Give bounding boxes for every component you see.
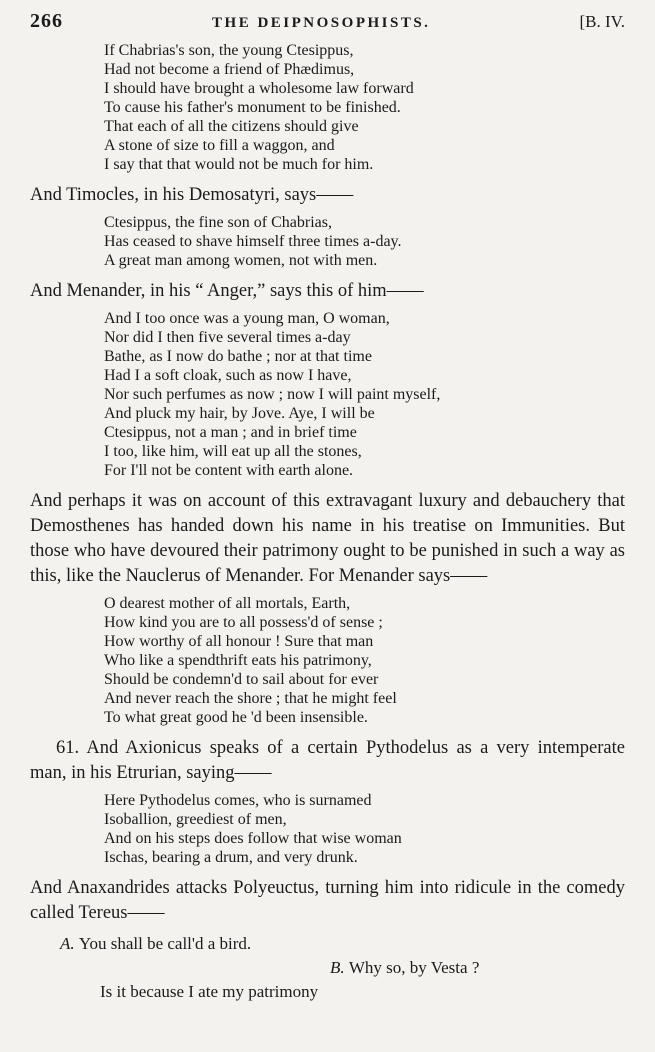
verse-line: And pluck my hair, by Jove. Aye, I will be bbox=[104, 405, 375, 422]
verse-line: If Chabrias's son, the young Ctesippus, bbox=[104, 42, 354, 59]
verse-line: Ctesippus, the fine son of Chabrias, bbox=[104, 214, 332, 231]
verse-line: I too, like him, will eat up all the stones, bbox=[104, 443, 362, 460]
verse-block bbox=[104, 791, 625, 867]
dialog-line: A. You shall be call'd a bird. bbox=[60, 934, 252, 953]
page-header bbox=[30, 10, 625, 33]
book-reference: [B. IV. bbox=[579, 12, 625, 31]
running-title: THE DEIPNOSOPHISTS. bbox=[212, 15, 431, 31]
verse-line: To what great good he 'd been insensible. bbox=[104, 709, 368, 726]
dialog-line: Is it because I ate my patrimony bbox=[100, 982, 319, 1001]
dialog-line: B. Why so, by Vesta ? bbox=[330, 958, 480, 977]
verse-block bbox=[104, 213, 625, 270]
prose-paragraph: 61. And Axionicus speaks of a certain Pythodelus as a very intemperate man, in his Etrurian, saying—— bbox=[30, 738, 625, 783]
verse-line: And never reach the shore ; that he might feel bbox=[104, 690, 397, 707]
verse-line: Who like a spendthrift eats his patrimony, bbox=[104, 652, 372, 669]
verse-line: Nor such perfumes as now ; now I will paint myself, bbox=[104, 386, 441, 403]
verse-line: That each of all the citizens should give bbox=[104, 118, 359, 135]
verse-line: Ischas, bearing a drum, and very drunk. bbox=[104, 849, 358, 866]
verse-line: How worthy of all honour ! Sure that man bbox=[104, 633, 374, 650]
page-content bbox=[30, 41, 625, 1004]
verse-line: To cause his father's monument to be finished. bbox=[104, 99, 401, 116]
prose-paragraph: And Anaxandrides attacks Polyeuctus, turning him into ridicule in the comedy called Tereus—— bbox=[30, 878, 625, 923]
verse-line: And on his steps does follow that wise woman bbox=[104, 830, 402, 847]
speaker-label: B. bbox=[330, 958, 349, 977]
dialog-block bbox=[30, 932, 625, 1004]
prose-paragraph: And perhaps it was on account of this extravagant luxury and debauchery that Demosthenes has handed down his name in his treatise on Immunities. But those who have devoured their patrimony ought to be punished in such a way as this, like the Nauclerus of Menander. For Menander says—— bbox=[30, 491, 625, 586]
verse-line: O dearest mother of all mortals, Earth, bbox=[104, 595, 351, 612]
verse-line: Had not become a friend of Phædimus, bbox=[104, 61, 355, 78]
verse-line: Bathe, as I now do bathe ; nor at that time bbox=[104, 348, 372, 365]
verse-line: How kind you are to all possess'd of sense ; bbox=[104, 614, 383, 631]
verse-line: Ctesippus, not a man ; and in brief time bbox=[104, 424, 357, 441]
verse-block bbox=[104, 41, 625, 174]
verse-line: A great man among women, not with men. bbox=[104, 252, 378, 269]
page-number: 266 bbox=[30, 10, 63, 32]
verse-line: Here Pythodelus comes, who is surnamed bbox=[104, 792, 372, 809]
verse-line: A stone of size to fill a waggon, and bbox=[104, 137, 335, 154]
verse-line: Nor did I then five several times a-day bbox=[104, 329, 351, 346]
verse-line: Should be condemn'd to sail about for ever bbox=[104, 671, 379, 688]
verse-block bbox=[104, 309, 625, 480]
verse-line: Isoballion, greediest of men, bbox=[104, 811, 287, 828]
prose-paragraph: And Menander, in his “ Anger,” says this of him—— bbox=[30, 281, 424, 301]
speaker-label: A. bbox=[60, 934, 79, 953]
verse-line: For I'll not be content with earth alone. bbox=[104, 462, 354, 479]
verse-block bbox=[104, 594, 625, 727]
verse-line: Had I a soft cloak, such as now I have, bbox=[104, 367, 352, 384]
prose-paragraph: And Timocles, in his Demosatyri, says—— bbox=[30, 185, 354, 205]
verse-line: Has ceased to shave himself three times a-day. bbox=[104, 233, 402, 250]
verse-line: And I too once was a young man, O woman, bbox=[104, 310, 390, 327]
verse-line: I should have brought a wholesome law forward bbox=[104, 80, 414, 97]
verse-line: I say that that would not be much for him. bbox=[104, 156, 374, 173]
